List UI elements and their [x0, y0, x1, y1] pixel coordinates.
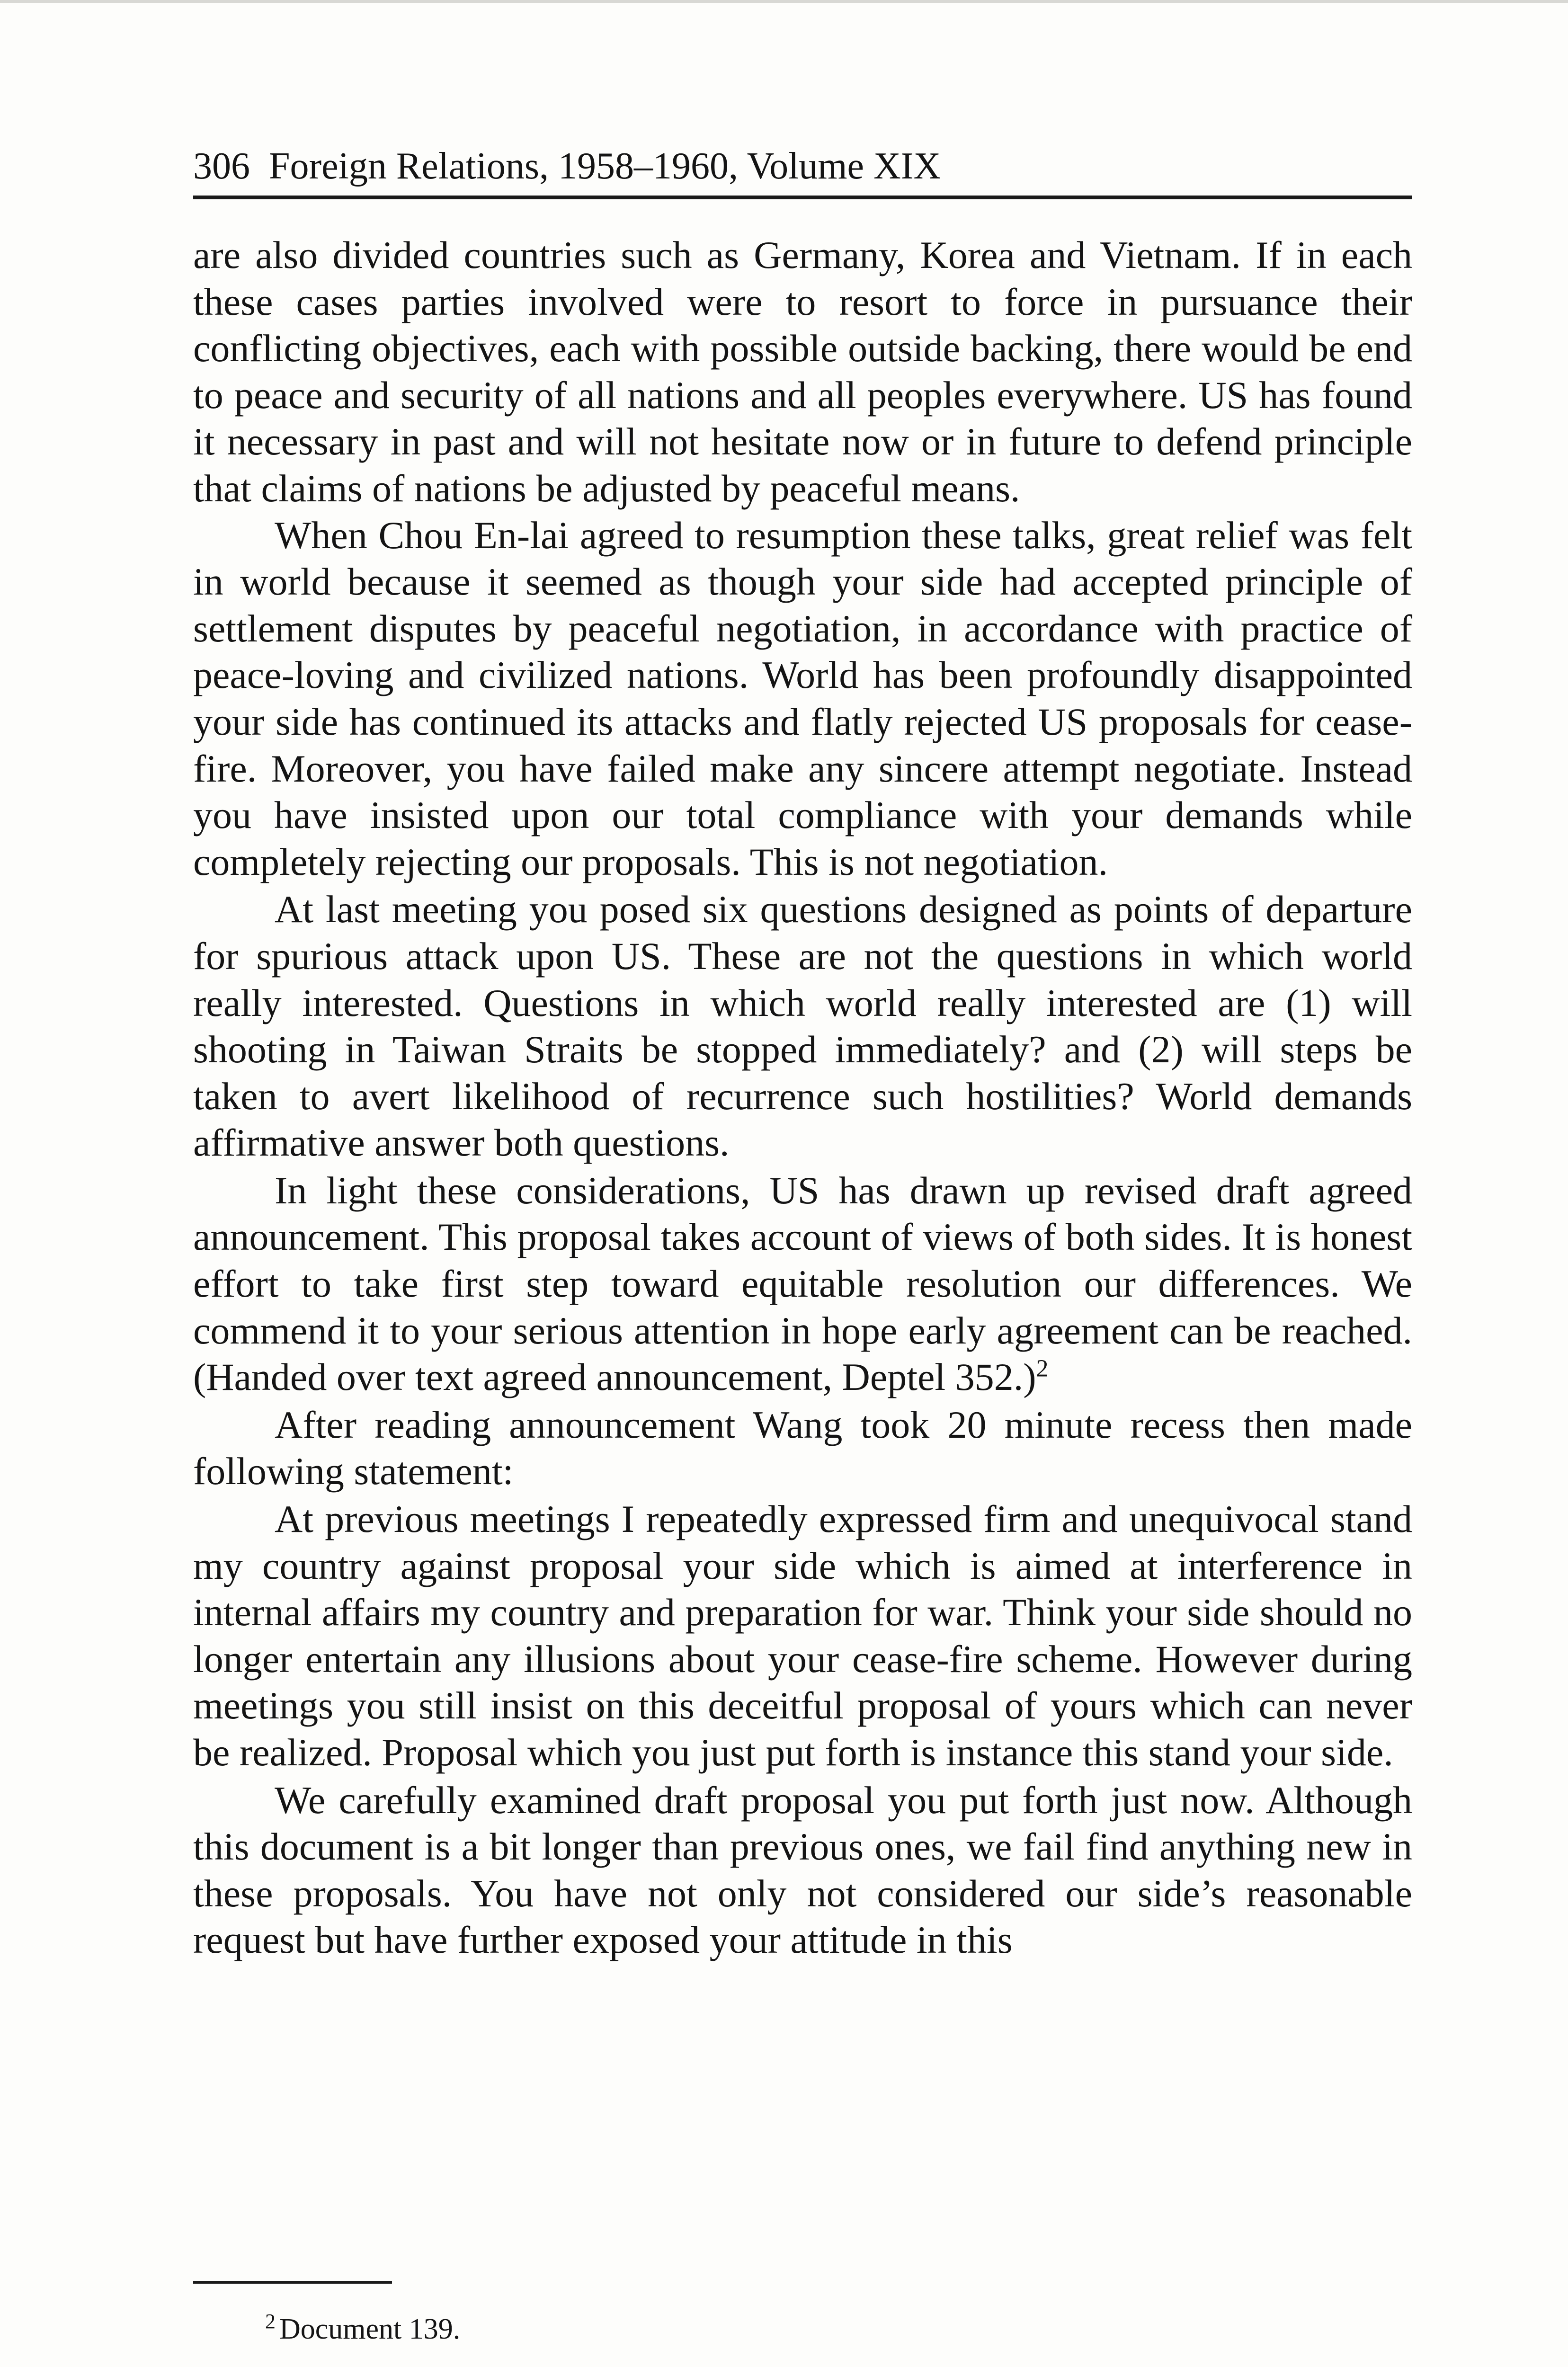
footnote [265, 2310, 460, 2348]
paragraph-4-text: In light these considerations, US has drawn up revised draft agreed announcement. This proposal takes account of views of both sides. It is honest effort to take first step toward equitable resolution our differences. We commend it to your serious attention in hope early agreement can be reached. (Handed over text agreed announcement, Deptel 352.) [193, 1168, 1412, 1399]
footnote-divider [193, 2281, 392, 2284]
header-text [193, 142, 941, 190]
paragraph-5: After reading announcement Wang took 20 minute recess then made following statement: [193, 1403, 1412, 1493]
paragraph-2: When Chou En-lai agreed to resumption these talks, great relief was felt in world because it seemed as though your side had accepted principle of settlement disputes by peaceful negotiation, in accordance with practice of peace-loving and civilized nations. World has been profoundly disappointed your side has continued its attacks and flatly rejected US proposals for cease-fire. Moreover, you have failed make any sincere attempt negotiate. Instead you have insisted upon our total compliance with your demands while completely rejecting our proposals. This is not negotiation. [193, 513, 1412, 883]
paragraph-6: At previous meetings I repeatedly expressed firm and unequivocal stand my country against proposal your side which is aimed at interference in internal affairs my country and preparation for war. Think your side should no longer entertain any illusions about your cease-fire scheme. However during meetings you still insist on this deceitful proposal of yours which can never be realized. Proposal which you just put forth is instance this stand your side. [193, 1497, 1412, 1774]
paragraph-1: are also divided countries such as Germany, Korea and Vietnam. If in each these cases parties involved were to resort to force in pursuance their conflicting objectives, each with possible outside backing, there would be end to peace and security of all nations and all peoples everywhere. US has found it necessary in past and will not hesitate now or in future to defend principle that claims of nations be adjusted by peaceful means. [193, 233, 1412, 510]
paragraph-7: We carefully examined draft proposal you put forth just now. Although this document is a bit longer than previous ones, we fail find anything new in these proposals. You have not only not considered our side’s reasonable request but have further exposed your attitude in this [193, 1778, 1412, 1962]
main-text [193, 232, 1412, 1964]
book-title: Foreign Relations, 1958–1960, Volume XIX [269, 145, 941, 187]
running-header [193, 135, 1412, 199]
footnote-marker: 2 [265, 2310, 276, 2333]
footnote-text: Document 139. [279, 2313, 461, 2345]
page-top-edge [0, 0, 1568, 3]
footnote-reference[interactable]: 2 [1036, 1355, 1049, 1382]
paragraph-4 [193, 1167, 1412, 1401]
page-number: 306 [193, 145, 250, 187]
paragraph-3: At last meeting you posed six questions designed as points of departure for spurious attack upon US. These are not the questions in which world really interested. Questions in which world really interested are (1) will shooting in Taiwan Straits be stopped immediately? and (2) will steps be taken to avert likelihood of recurrence such hostilities? World demands affirmative answer both questions. [193, 888, 1412, 1165]
